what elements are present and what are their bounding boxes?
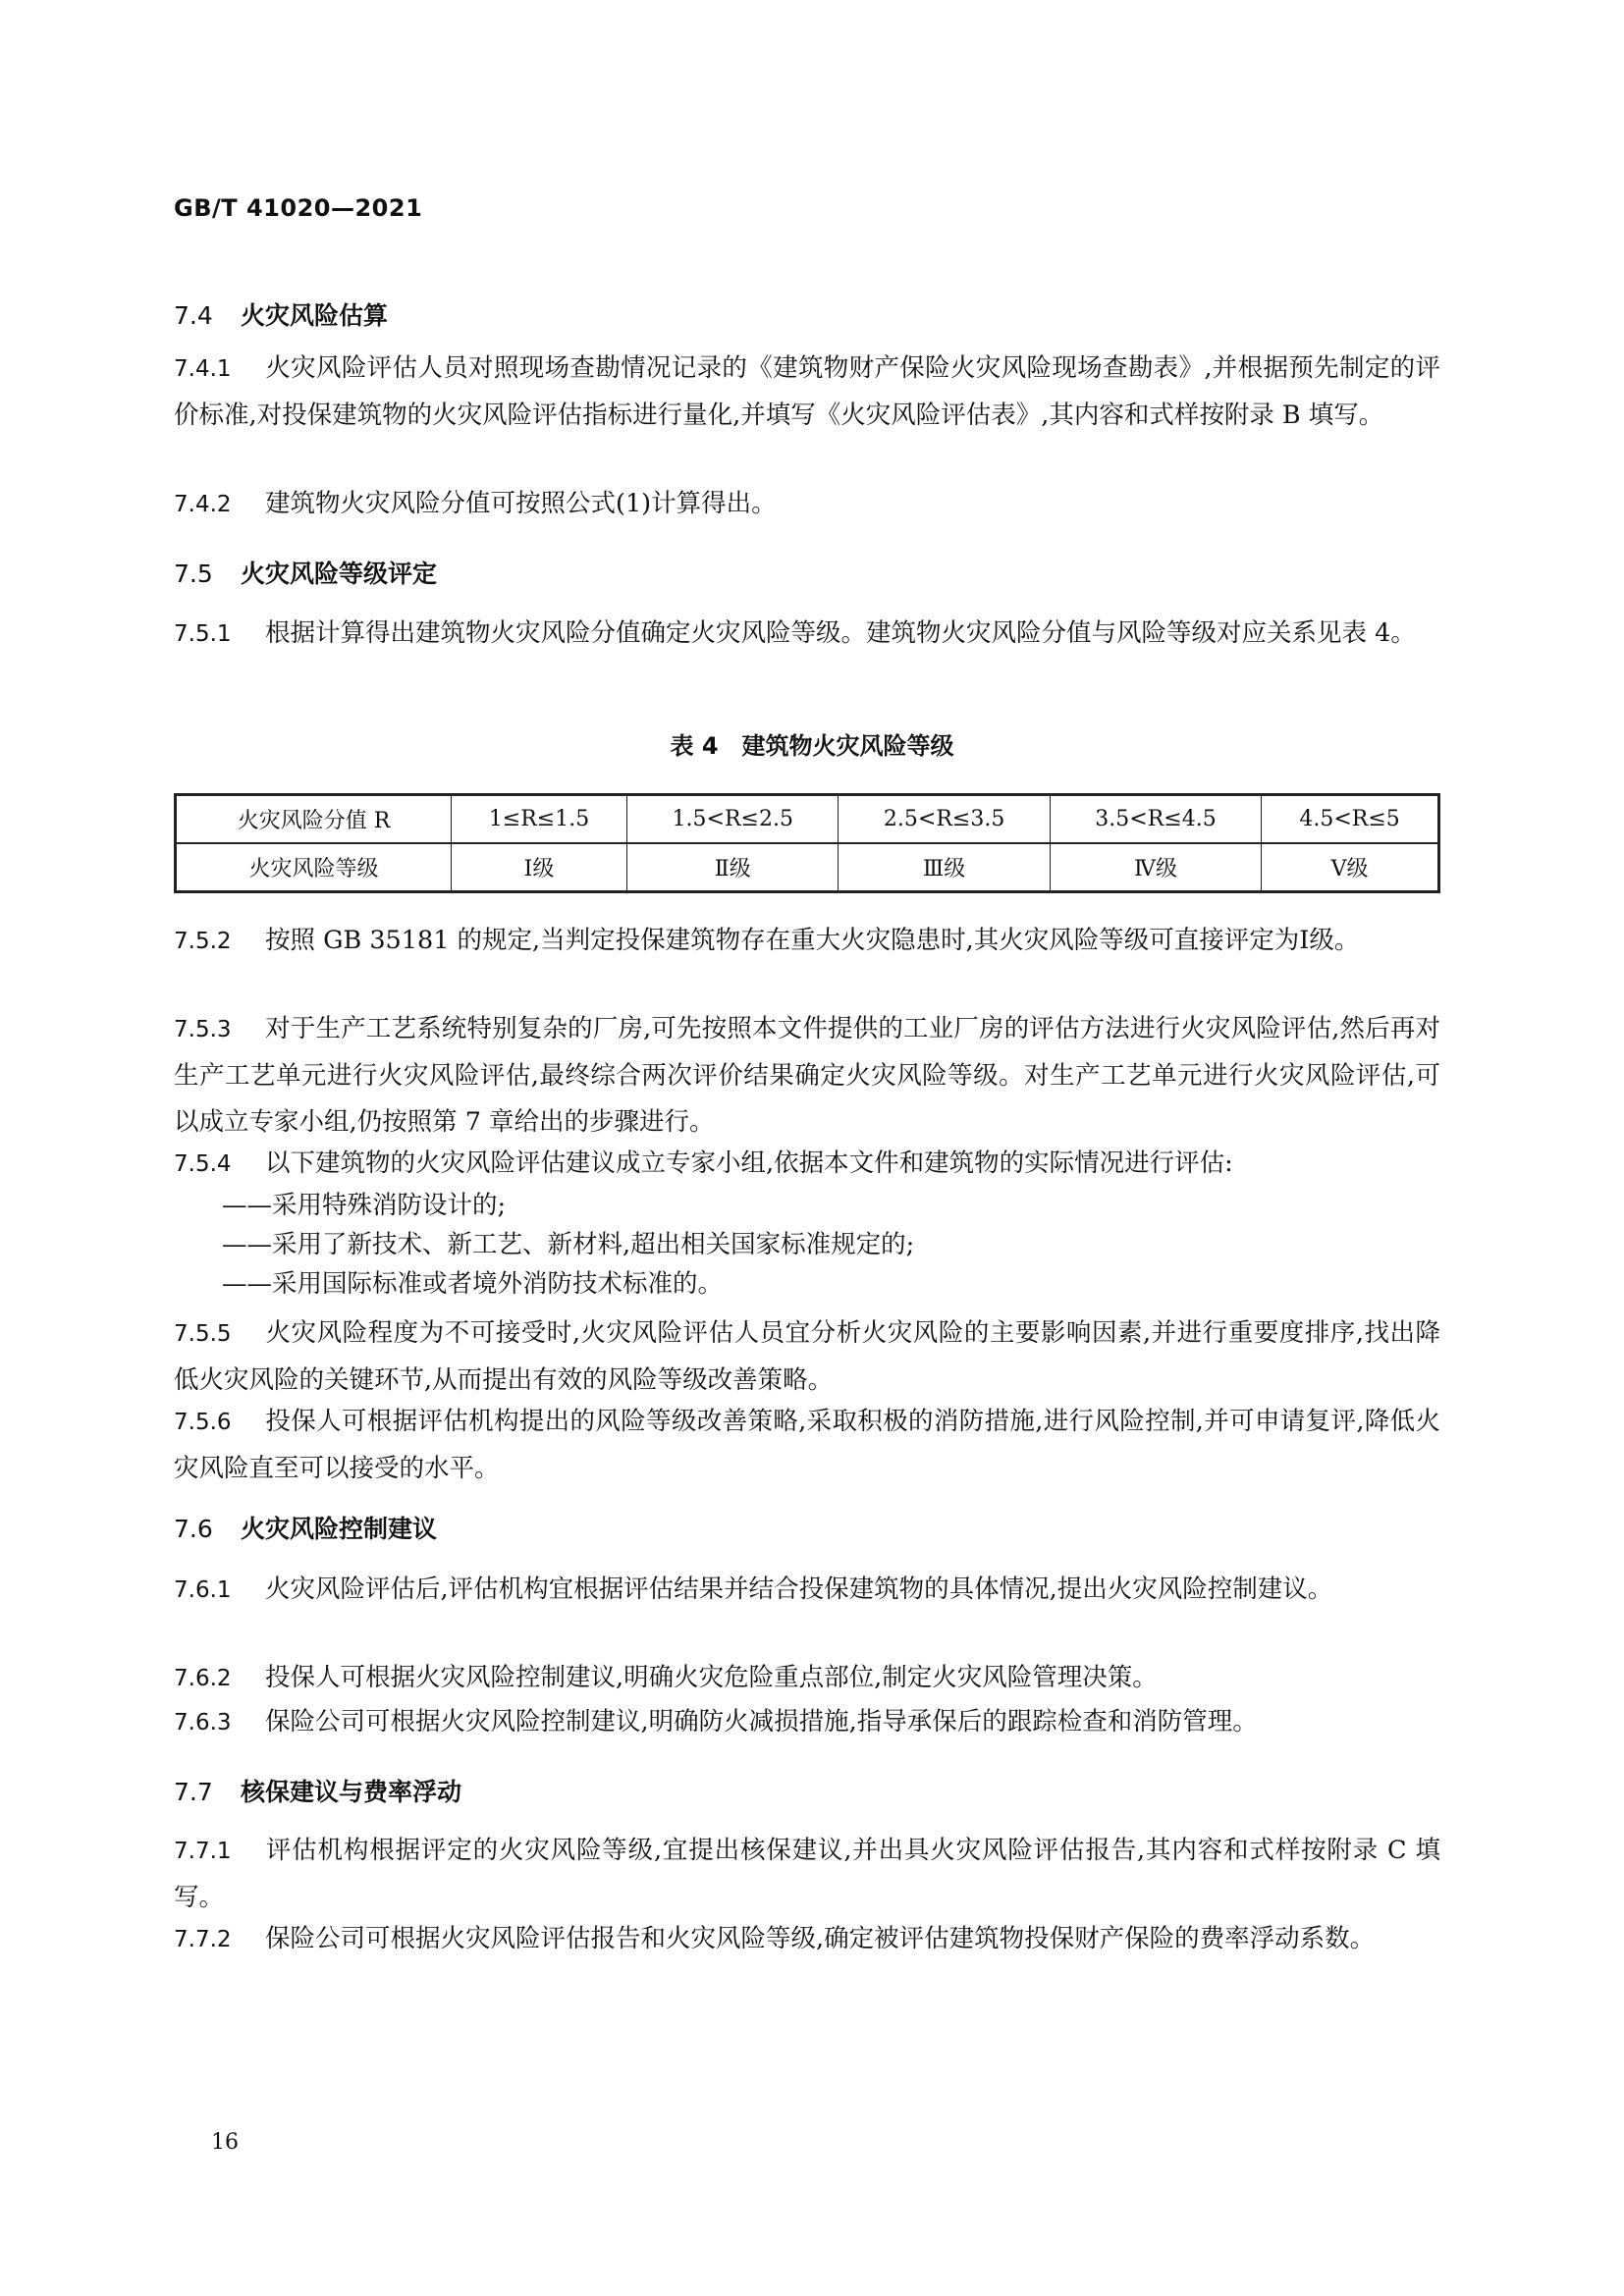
clause-7-6-2: 7.6.2 投保人可根据火灾风险控制建议,明确火灾危险重点部位,制定火灾风险管理决策。: [174, 1663, 1158, 1692]
section-7-5-heading: 7.5 火灾风险等级评定: [174, 560, 438, 588]
table-cell: 2.5<R≤3.5: [839, 795, 1050, 844]
list-item: ——采用特殊消防设计的;: [222, 1191, 507, 1220]
clause-7-7-1: 7.7.1 评估机构根据评定的火灾风险等级,宜提出核保建议,并出具火灾风险评估报告,其内容和式样按附录 C 填写。: [174, 1836, 1440, 1912]
clause-7-6-1: 7.6.1 火灾风险评估后,评估机构宜根据评估结果并结合投保建筑物的具体情况,提出火灾风险控制建议。: [174, 1575, 1333, 1604]
table-cell: Ⅱ级: [627, 843, 839, 892]
clause-7-5-3: 7.5.3 对于生产工艺系统特别复杂的厂房,可先按照本文件提供的工业厂房的评估方法进行火灾风险评估,然后再对生产工艺单元进行火灾风险评估,最终综合两次评价结果确定火灾风险等级。对生产工艺单元进行火灾风险评估,可以成立专家小组,仍按照第 7 章给出的步骤进行。: [174, 1014, 1440, 1137]
section-7-4-heading: 7.4 火灾风险估算: [174, 301, 389, 330]
clause-7-7-2: 7.7.2 保险公司可根据火灾风险评估报告和火灾风险等级,确定被评估建筑物投保财产保险的费率浮动系数。: [174, 1924, 1376, 1953]
table-cell: Ⅲ级: [839, 843, 1050, 892]
clause-7-5-6: 7.5.6 投保人可根据评估机构提出的风险等级改善策略,采取积极的消防措施,进行风险控制,并可申请复评,降低火灾风险直至可以接受的水平。: [174, 1407, 1440, 1483]
clause-7-4-1: 7.4.1 火灾风险评估人员对照现场查勘情况记录的《建筑物财产保险火灾风险现场查勘表》,并根据预先制定的评价标准,对投保建筑物的火灾风险评估指标进行量化,并填写《火灾风险评估表》,其内容和式样按附录 B 填写。: [174, 353, 1440, 430]
table-cell: 1≤R≤1.5: [452, 795, 627, 844]
table-cell: 3.5<R≤4.5: [1050, 795, 1261, 844]
table-cell: 1.5<R≤2.5: [627, 795, 839, 844]
bullet-list: [222, 1186, 914, 1304]
list-item: ——采用了新技术、新工艺、新材料,超出相关国家标准规定的;: [222, 1230, 915, 1259]
table-row: [176, 795, 1439, 844]
table-cell: 火灾风险等级: [176, 843, 452, 892]
table-cell: Ⅴ级: [1262, 843, 1439, 892]
page-number: 16: [211, 2130, 239, 2155]
table-row: [176, 843, 1439, 892]
table-cell: Ⅰ级: [452, 843, 627, 892]
list-item: ——采用国际标准或者境外消防技术标准的。: [222, 1269, 724, 1299]
section-7-7-heading: 7.7 核保建议与费率浮动: [174, 1778, 462, 1806]
clause-7-5-2: 7.5.2 按照 GB 35181 的规定,当判定投保建筑物存在重大火灾隐患时,其火灾风险等级可直接评定为Ⅰ级。: [174, 926, 1360, 955]
table-cell: 4.5<R≤5: [1262, 795, 1439, 844]
table-cell: 火灾风险分值 R: [176, 795, 452, 844]
table-4-title: 表 4 建筑物火灾风险等级: [670, 732, 954, 760]
clause-7-5-4: 7.5.4 以下建筑物的火灾风险评估建议成立专家小组,依据本文件和建筑物的实际情况进行评估:: [174, 1148, 1233, 1178]
document-code-header: GB/T 41020—2021: [174, 194, 423, 222]
clause-7-5-1: 7.5.1 根据计算得出建筑物火灾风险分值确定火灾风险等级。建筑物火灾风险分值与风险等级对应关系见表 4。: [174, 618, 1416, 648]
fire-risk-grade-table: [174, 793, 1440, 893]
section-7-6-heading: 7.6 火灾风险控制建议: [174, 1515, 438, 1543]
table-cell: Ⅳ级: [1050, 843, 1261, 892]
clause-7-6-3: 7.6.3 保险公司可根据火灾风险控制建议,明确防火减损措施,指导承保后的跟踪检查和消防管理。: [174, 1707, 1258, 1736]
clause-7-5-5: 7.5.5 火灾风险程度为不可接受时,火灾风险评估人员宜分析火灾风险的主要影响因素,并进行重要度排序,找出降低火灾风险的关键环节,从而提出有效的风险等级改善策略。: [174, 1318, 1440, 1395]
clause-7-4-2: 7.4.2 建筑物火灾风险分值可按照公式(1)计算得出。: [174, 489, 777, 518]
